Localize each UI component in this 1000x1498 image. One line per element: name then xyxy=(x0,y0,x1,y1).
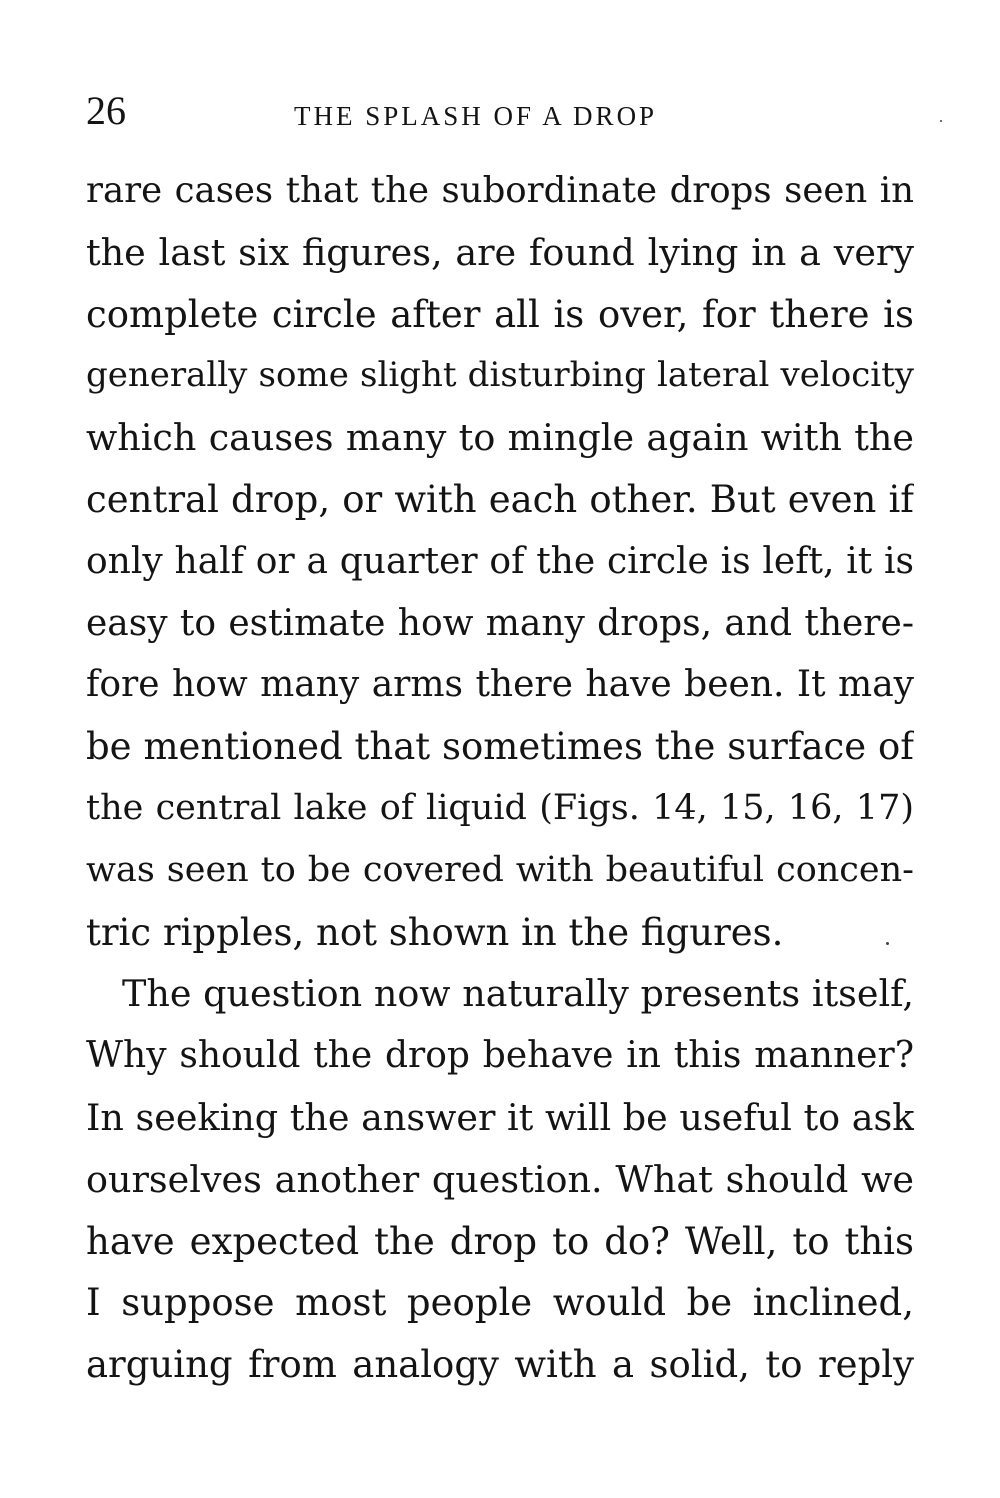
text-line: the last six figures, are found lying in a very xyxy=(86,230,914,274)
text-line: arguing from analogy with a solid, to reply xyxy=(86,1343,914,1387)
text-line: fore how many arms there have been. It may xyxy=(86,664,914,706)
scan-speck xyxy=(940,120,942,122)
text-line: Why should the drop behave in this manner? xyxy=(86,1035,914,1077)
running-title: THE SPLASH OF A DROP xyxy=(294,101,658,131)
text-line: the central lake of liquid (Figs. 14, 15, 16, 17) xyxy=(86,787,914,828)
paragraph xyxy=(86,963,914,1396)
text-line: tric ripples, not shown in the figures. xyxy=(86,910,784,954)
page-number: 26 xyxy=(86,88,126,133)
text-line: complete circle after all is over, for there is xyxy=(86,292,914,336)
text-line: have expected the drop to do? Well, to this xyxy=(86,1219,914,1263)
body-text xyxy=(86,160,914,1396)
text-line: be mentioned that sometimes the surface of xyxy=(86,725,914,769)
text-line: was seen to be covered with beautiful concen- xyxy=(86,849,914,890)
text-line: easy to estimate how many drops, and there- xyxy=(86,602,914,644)
text-line: In seeking the answer it will be useful to ask xyxy=(86,1095,914,1139)
running-header xyxy=(86,86,914,136)
scan-speck xyxy=(886,942,889,945)
text-line: The question now naturally presents itself, xyxy=(122,972,914,1016)
text-line: central drop, or with each other. But even if xyxy=(86,477,914,521)
text-line: rare cases that the subordinate drops seen in xyxy=(86,170,914,211)
text-line: generally some slight disturbing lateral velocity xyxy=(86,355,914,396)
text-line: which causes many to mingle again with the xyxy=(86,416,914,460)
text-line: I suppose most people would be inclined, xyxy=(86,1281,914,1325)
text-line: only half or a quarter of the circle is left, it is xyxy=(86,540,914,582)
paragraph xyxy=(86,160,914,963)
text-line: ourselves another question. What should we xyxy=(86,1157,914,1201)
